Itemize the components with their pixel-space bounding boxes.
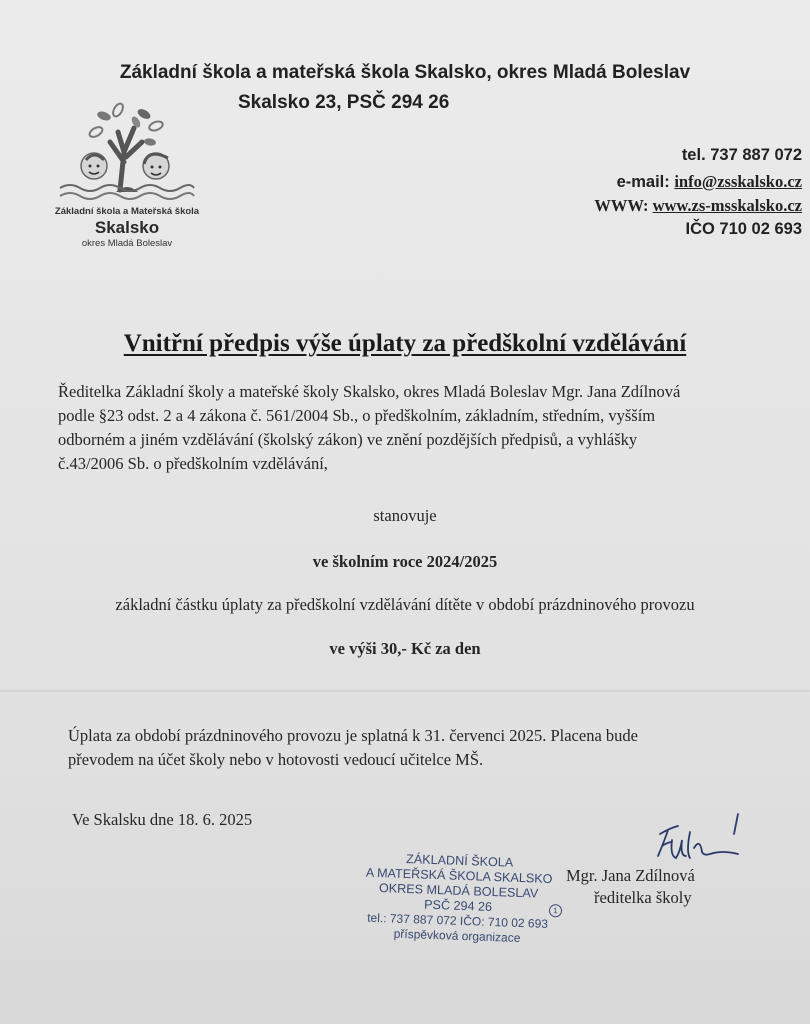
logo-name: Skalsko <box>94 218 160 237</box>
stamp-line: OKRES MLADÁ BOLESLAV <box>378 881 539 901</box>
place-date: Ve Skalsku dne 18. 6. 2025 <box>72 810 253 829</box>
payment-line: převodem na účet školy nebo v hotovosti vedoucí učitelce MŠ. <box>68 750 484 769</box>
stamp-phone-ico: tel.: 737 887 072 IČO: 710 02 693 <box>366 910 549 931</box>
contact-tel: tel. 737 887 072 <box>681 146 802 164</box>
paper-fold <box>0 690 810 692</box>
intro-paragraph <box>58 380 798 476</box>
contact-www-row <box>502 196 802 220</box>
www-link[interactable]: www.zs-msskalsko.cz <box>652 196 802 215</box>
intro-line: odborném a jiném vzdělávání (školský zákon) ve znění pozdějších předpisů, a vyhlášky <box>58 430 638 449</box>
stamp-number: 1 <box>549 904 562 917</box>
school-address-line: Skalsko 23, PSČ 294 26 <box>238 92 450 113</box>
logo-line3: okres Mladá Boleslav <box>81 238 173 249</box>
base-amount-text: základní částku úplaty za předškolní vzdělávání dítěte v období prázdninového provozu <box>115 595 695 614</box>
intro-line: Ředitelka Základní školy a mateřské školy Skalsko, okres Mladá Boleslav Mgr. Jana Zdílnová <box>58 382 681 401</box>
stamp-type: příspěvková organizace <box>393 926 521 945</box>
school-logo <box>52 102 202 252</box>
school-name-line: Základní škola a mateřská škola Skalsko, okres Mladá Boleslav <box>119 62 691 83</box>
signatory-role: ředitelka školy <box>594 888 692 907</box>
payment-line: Úplata za období prázdninového provozu je splatná k 31. červenci 2025. Placena bude <box>68 726 638 745</box>
payment-paragraph <box>68 724 798 772</box>
handwritten-signature <box>650 812 750 872</box>
stamp-line: A MATEŘSKÁ ŠKOLA SKALSKO <box>365 865 553 887</box>
email-label: e-mail: <box>616 173 675 191</box>
stanovuje-text: stanovuje <box>373 506 437 525</box>
amount-text: ve výši 30,- Kč za den <box>329 639 481 658</box>
logo-line1: Základní škola a Mateřská škola <box>54 206 200 217</box>
signatory-name: Mgr. Jana Zdílnová <box>566 866 695 885</box>
intro-line: podle §23 odst. 2 a 4 zákona č. 561/2004 Sb., o předškolním, základním, středním, vyšším <box>58 406 656 425</box>
contact-block <box>502 146 802 244</box>
official-stamp <box>347 850 570 948</box>
email-link[interactable]: info@zsskalsko.cz <box>674 172 802 191</box>
document-title: Vnitřní předpis výše úplaty za předškolní vzdělávání <box>123 330 687 357</box>
contact-email-row <box>502 172 802 196</box>
tree-logo-icon <box>52 102 202 202</box>
intro-line: č.43/2006 Sb. o předškolním vzdělávání, <box>58 454 328 473</box>
contact-ico: IČO 710 02 693 <box>685 220 802 238</box>
school-year: ve školním roce 2024/2025 <box>312 552 498 571</box>
www-label: WWW: <box>594 196 653 215</box>
stamp-line: ZÁKLADNÍ ŠKOLA <box>405 851 514 870</box>
stamp-postcode: PSČ 294 26 <box>423 897 493 914</box>
